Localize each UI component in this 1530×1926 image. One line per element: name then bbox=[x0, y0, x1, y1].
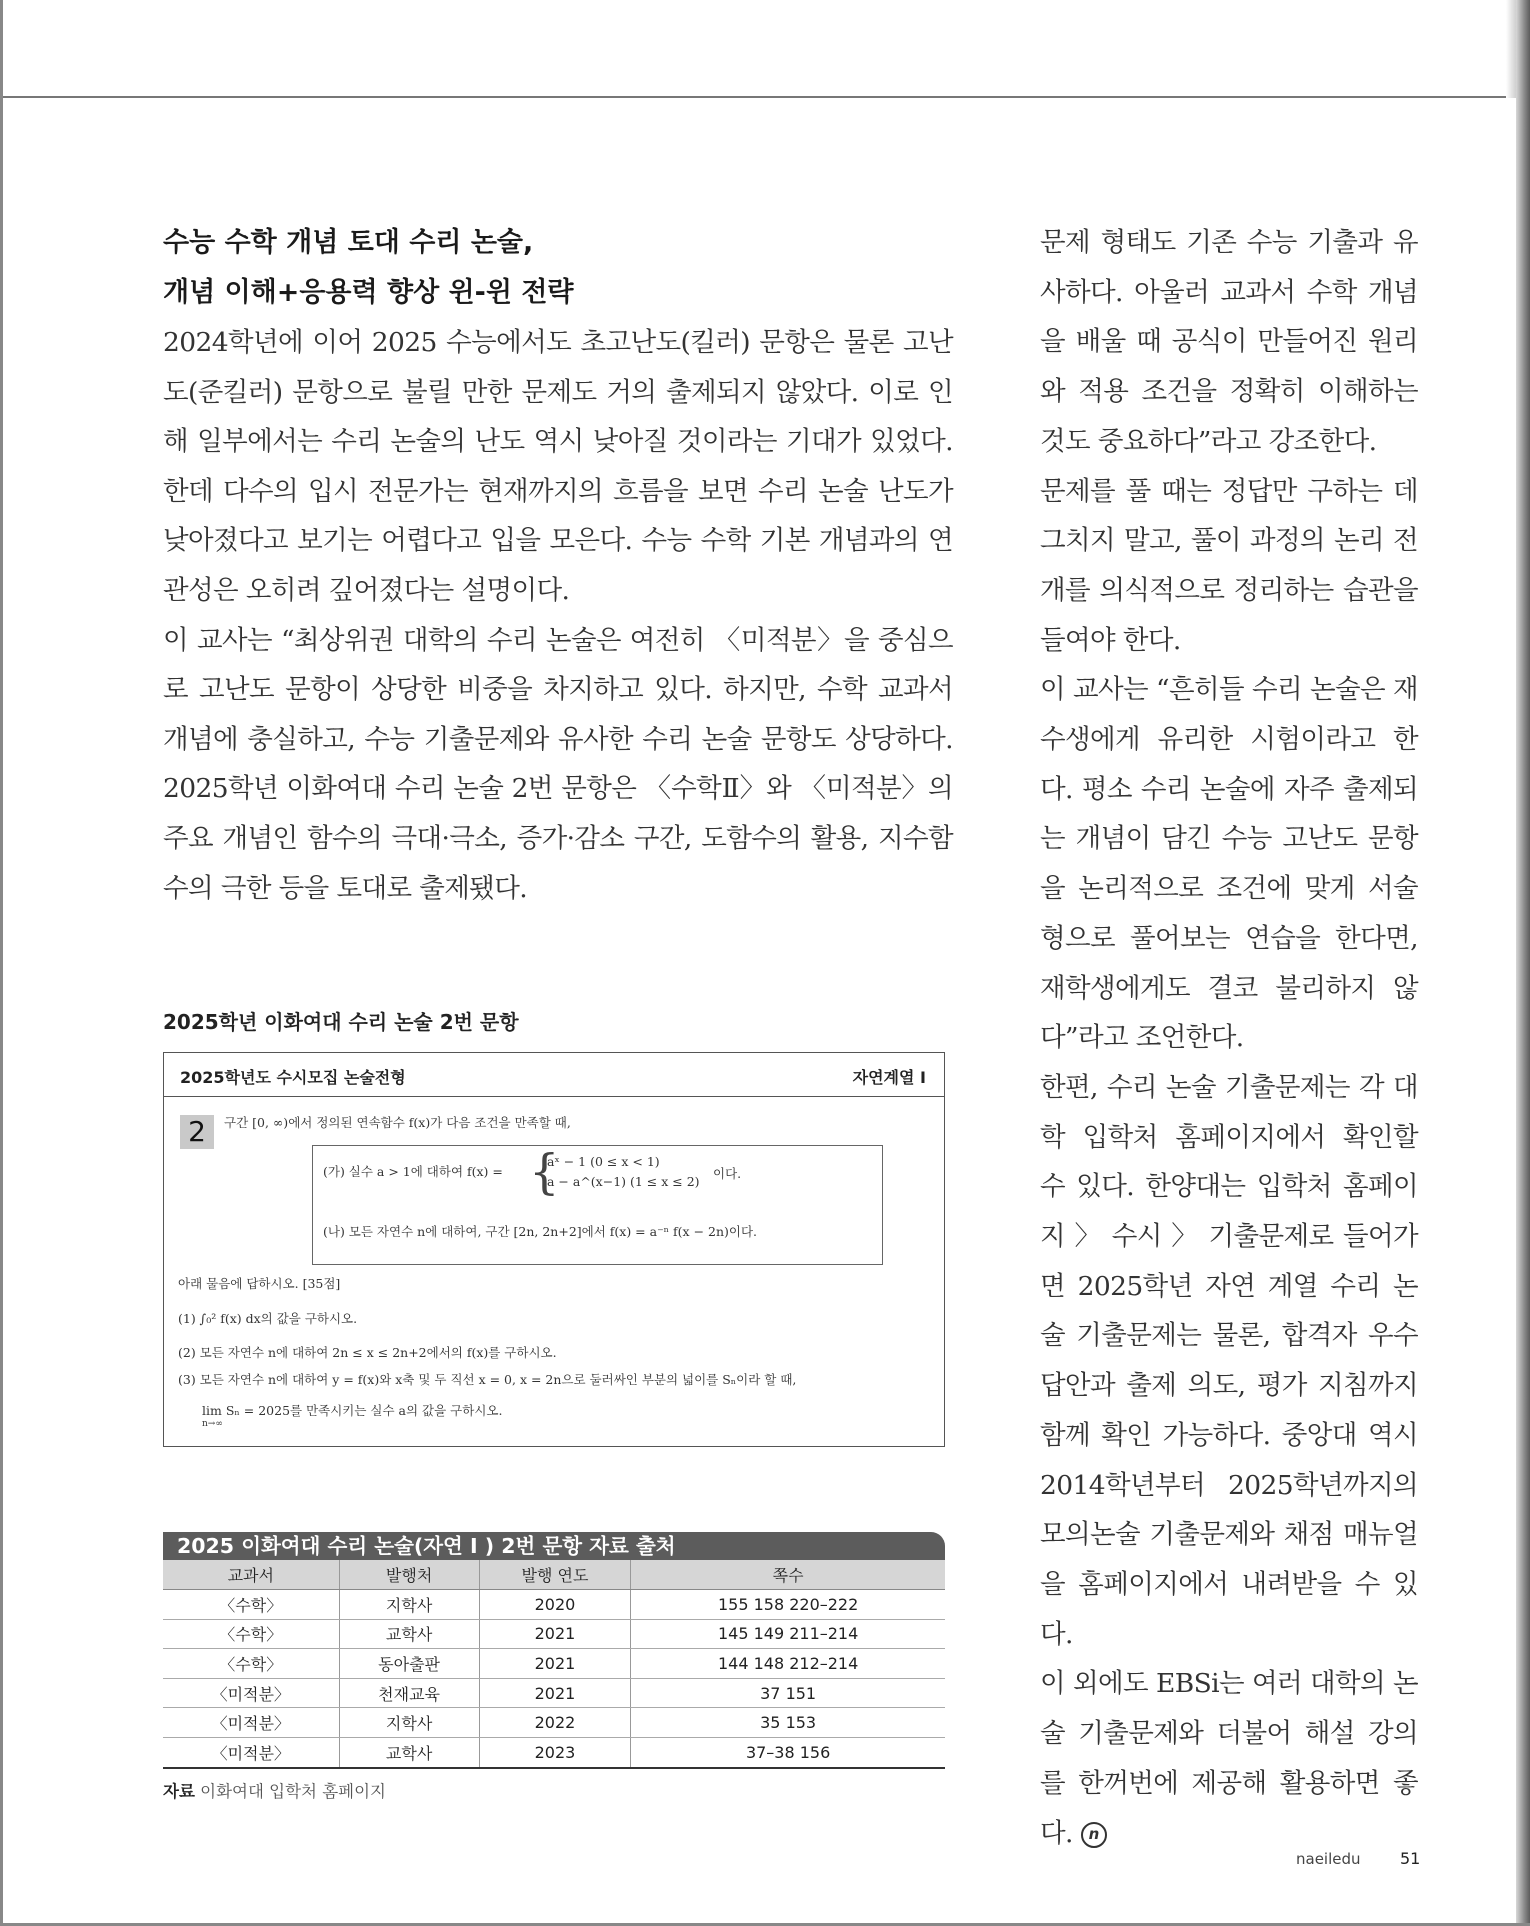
question-3: (3) 모든 자연수 n에 대하여 y = f(x)와 x축 및 두 직선 x = 0, x = 2n으로 둘러싸인 부분의 넓이를 Sₙ이라 할 때, bbox=[178, 1372, 797, 1387]
piecewise-brace: { bbox=[529, 1144, 560, 1200]
table-header-row bbox=[163, 1560, 945, 1590]
column-header: 쪽수 bbox=[631, 1560, 945, 1590]
table-cell: 교학사 bbox=[339, 1737, 479, 1767]
table-cell: 지학사 bbox=[339, 1708, 479, 1738]
table-cell: 155 158 220–222 bbox=[631, 1590, 945, 1620]
table-cell: 144 148 212–214 bbox=[631, 1649, 945, 1679]
column-header: 발행처 bbox=[339, 1560, 479, 1590]
table-cell: 2021 bbox=[479, 1678, 631, 1708]
condition-a-prefix: (가) 실수 a > 1에 대하여 f(x) = bbox=[323, 1164, 503, 1179]
question-2: (2) 모든 자연수 n에 대하여 2n ≤ x ≤ 2n+2에서의 f(x)를 구하시오. bbox=[178, 1345, 557, 1360]
paragraph: 이 교사는 “흔히들 수리 논술은 재수생에게 유리한 시험이라고 한다. 평소 수리 논술에 자주 출제되는 개념이 담긴 수능 고난도 문항을 논리적으로 조건에 맞게 서술형으로 풀어보는 연습을 한다면, 재학생에게도 결코 불리하지 않다”라고 조언한다. bbox=[1040, 674, 1418, 1054]
left-column-body bbox=[163, 318, 953, 913]
table-cell: 35 153 bbox=[631, 1708, 945, 1738]
table-row bbox=[163, 1590, 945, 1620]
table-cell: 〈수학〉 bbox=[163, 1590, 339, 1620]
condition-a-case-2: a − a^(x−1) (1 ≤ x ≤ 2) bbox=[547, 1174, 700, 1189]
exam-header-right: 자연계열 I bbox=[852, 1068, 926, 1087]
problem-number: 2 bbox=[180, 1115, 214, 1149]
column-header: 교과서 bbox=[163, 1560, 339, 1590]
paragraph: 문제를 풀 때는 정답만 구하는 데 그치지 말고, 풀이 과정의 논리 전개를 의식적으로 정리하는 습관을 들여야 한다. bbox=[1040, 475, 1418, 656]
table-source-note bbox=[163, 1778, 386, 1802]
page-spine-shadow bbox=[1506, 0, 1516, 98]
heading-line-2: 개념 이해+응용력 향상 윈-윈 전략 bbox=[163, 277, 574, 308]
page-top-frame bbox=[0, 0, 1530, 98]
column-header: 발행 연도 bbox=[479, 1560, 631, 1590]
problem-intro: 구간 [0, ∞)에서 정의된 연속함수 f(x)가 다음 조건을 만족할 때, bbox=[224, 1115, 571, 1130]
source-table-title: 2025 이화여대 수리 논술(자연 I ) 2번 문항 자료 출처 bbox=[163, 1532, 945, 1560]
source-table bbox=[163, 1560, 945, 1769]
table-cell: 2020 bbox=[479, 1590, 631, 1620]
table-cell: 천재교육 bbox=[339, 1678, 479, 1708]
paragraph: 문제 형태도 기존 수능 기출과 유사하다. 아울러 교과서 수학 개념을 배울 때 공식이 만들어진 원리와 적용 조건을 정확히 이해하는 것도 중요하다”라고 강조한다. bbox=[1040, 227, 1418, 457]
paragraph-last bbox=[1040, 1659, 1418, 1858]
table-cell: 2021 bbox=[479, 1619, 631, 1649]
table-cell: 〈수학〉 bbox=[163, 1619, 339, 1649]
question-1: (1) ∫₀² f(x) dx의 값을 구하시오. bbox=[178, 1311, 358, 1326]
table-row bbox=[163, 1649, 945, 1679]
table-cell: 교학사 bbox=[339, 1619, 479, 1649]
table-cell: 2022 bbox=[479, 1708, 631, 1738]
table-cell: 동아출판 bbox=[339, 1649, 479, 1679]
conditions-box bbox=[312, 1145, 883, 1265]
right-column-body bbox=[1040, 218, 1418, 1858]
table-row bbox=[163, 1708, 945, 1738]
heading-line-1: 수능 수학 개념 토대 수리 논술, bbox=[163, 227, 534, 258]
table-cell: 2021 bbox=[479, 1649, 631, 1679]
table-row bbox=[163, 1678, 945, 1708]
source-label: 자료 bbox=[163, 1782, 195, 1801]
paragraph-text: 이 외에도 EBSi는 여러 대학의 논술 기출문제와 더불어 해설 강의를 한꺼번에 제공해 활용하면 좋다. bbox=[1040, 1668, 1418, 1849]
table-row bbox=[163, 1619, 945, 1649]
paragraph: 2024학년에 이어 2025 수능에서도 초고난도(킬러) 문항은 물론 고난도(준킬러) 문항으로 불릴 만한 문제도 거의 출제되지 않았다. 이로 인해 일부에서는 수리 논술의 난도 역시 낮아질 것이라는 기대가 있었다. 한데 다수의 입시 전문가는 현재까지의 흐름을 보면 수리 논술 난도가 낮아졌다고 보기는 어렵다고 입을 모은다. 수능 수학 기본 개념과의 연관성은 오히려 깊어졌다는 설명이다. bbox=[163, 327, 953, 606]
end-mark-icon: n bbox=[1081, 1822, 1107, 1848]
problem-instruction: 아래 물음에 답하시오. [35점] bbox=[178, 1276, 341, 1291]
article-heading bbox=[163, 218, 953, 318]
source-text: 이화여대 입학처 홈페이지 bbox=[200, 1782, 386, 1801]
table-cell: 〈미적분〉 bbox=[163, 1708, 339, 1738]
table-cell: 〈미적분〉 bbox=[163, 1678, 339, 1708]
table-cell: 145 149 211–214 bbox=[631, 1619, 945, 1649]
table-cell: 2023 bbox=[479, 1737, 631, 1767]
table-cell: 지학사 bbox=[339, 1590, 479, 1620]
paragraph: 한편, 수리 논술 기출문제는 각 대학 입학처 홈페이지에서 확인할 수 있다. 한양대는 입학처 홈페이지 〉 수시 〉 기출문제로 들어가면 2025학년 자연 계열 수리 논술 기출문제는 물론, 합격자 우수 답안과 출제 의도, 평가 지침까지 함께 확인 가능하다. 중앙대 역시 2014학년부터 2025학년까지의 모의논술 기출문제와 채점 매뉴얼을 홈페이지에서 내려받을 수 있다. bbox=[1040, 1071, 1418, 1650]
condition-b: (나) 모든 자연수 n에 대하여, 구간 [2n, 2n+2]에서 f(x) = a⁻ⁿ f(x − 2n)이다. bbox=[323, 1224, 758, 1239]
table-cell: 〈수학〉 bbox=[163, 1649, 339, 1679]
condition-a-case-1: aˣ − 1 (0 ≤ x < 1) bbox=[547, 1154, 660, 1169]
exam-header bbox=[164, 1053, 944, 1097]
exam-problem-box bbox=[163, 1052, 945, 1447]
paragraph: 이 교사는 “최상위권 대학의 수리 논술은 여전히 〈미적분〉을 중심으로 고난도 문항이 상당한 비중을 차지하고 있다. 하지만, 수학 교과서 개념에 충실하고, 수능 기출문제와 유사한 수리 논술 문항도 상당하다. 2025학년 이화여대 수리 논술 2번 문항은 〈수학Ⅱ〉와 〈미적분〉의 주요 개념인 함수의 극대·극소, 증가·감소 구간, 도함수의 활용, 지수함수의 극한 등을 토대로 출제됐다. bbox=[163, 624, 953, 904]
condition-a-suffix: 이다. bbox=[713, 1166, 742, 1181]
question-3-limit-sub: n→∞ bbox=[202, 1419, 223, 1429]
table-cell: 37–38 156 bbox=[631, 1737, 945, 1767]
question-3-limit: lim Sₙ = 2025를 만족시키는 실수 a의 값을 구하시오. bbox=[202, 1403, 503, 1418]
table-row bbox=[163, 1737, 945, 1767]
table-cell: 〈미적분〉 bbox=[163, 1737, 339, 1767]
footer-site-name: naeiledu bbox=[1296, 1850, 1361, 1868]
exam-caption: 2025학년 이화여대 수리 논술 2번 문항 bbox=[163, 1010, 519, 1034]
page-number: 51 bbox=[1400, 1849, 1421, 1868]
table-cell: 37 151 bbox=[631, 1678, 945, 1708]
page-left-edge bbox=[0, 0, 3, 1926]
source-table-block bbox=[163, 1532, 945, 1769]
page-spine bbox=[1516, 0, 1530, 1926]
exam-header-left: 2025학년도 수시모집 논술전형 bbox=[180, 1068, 406, 1087]
